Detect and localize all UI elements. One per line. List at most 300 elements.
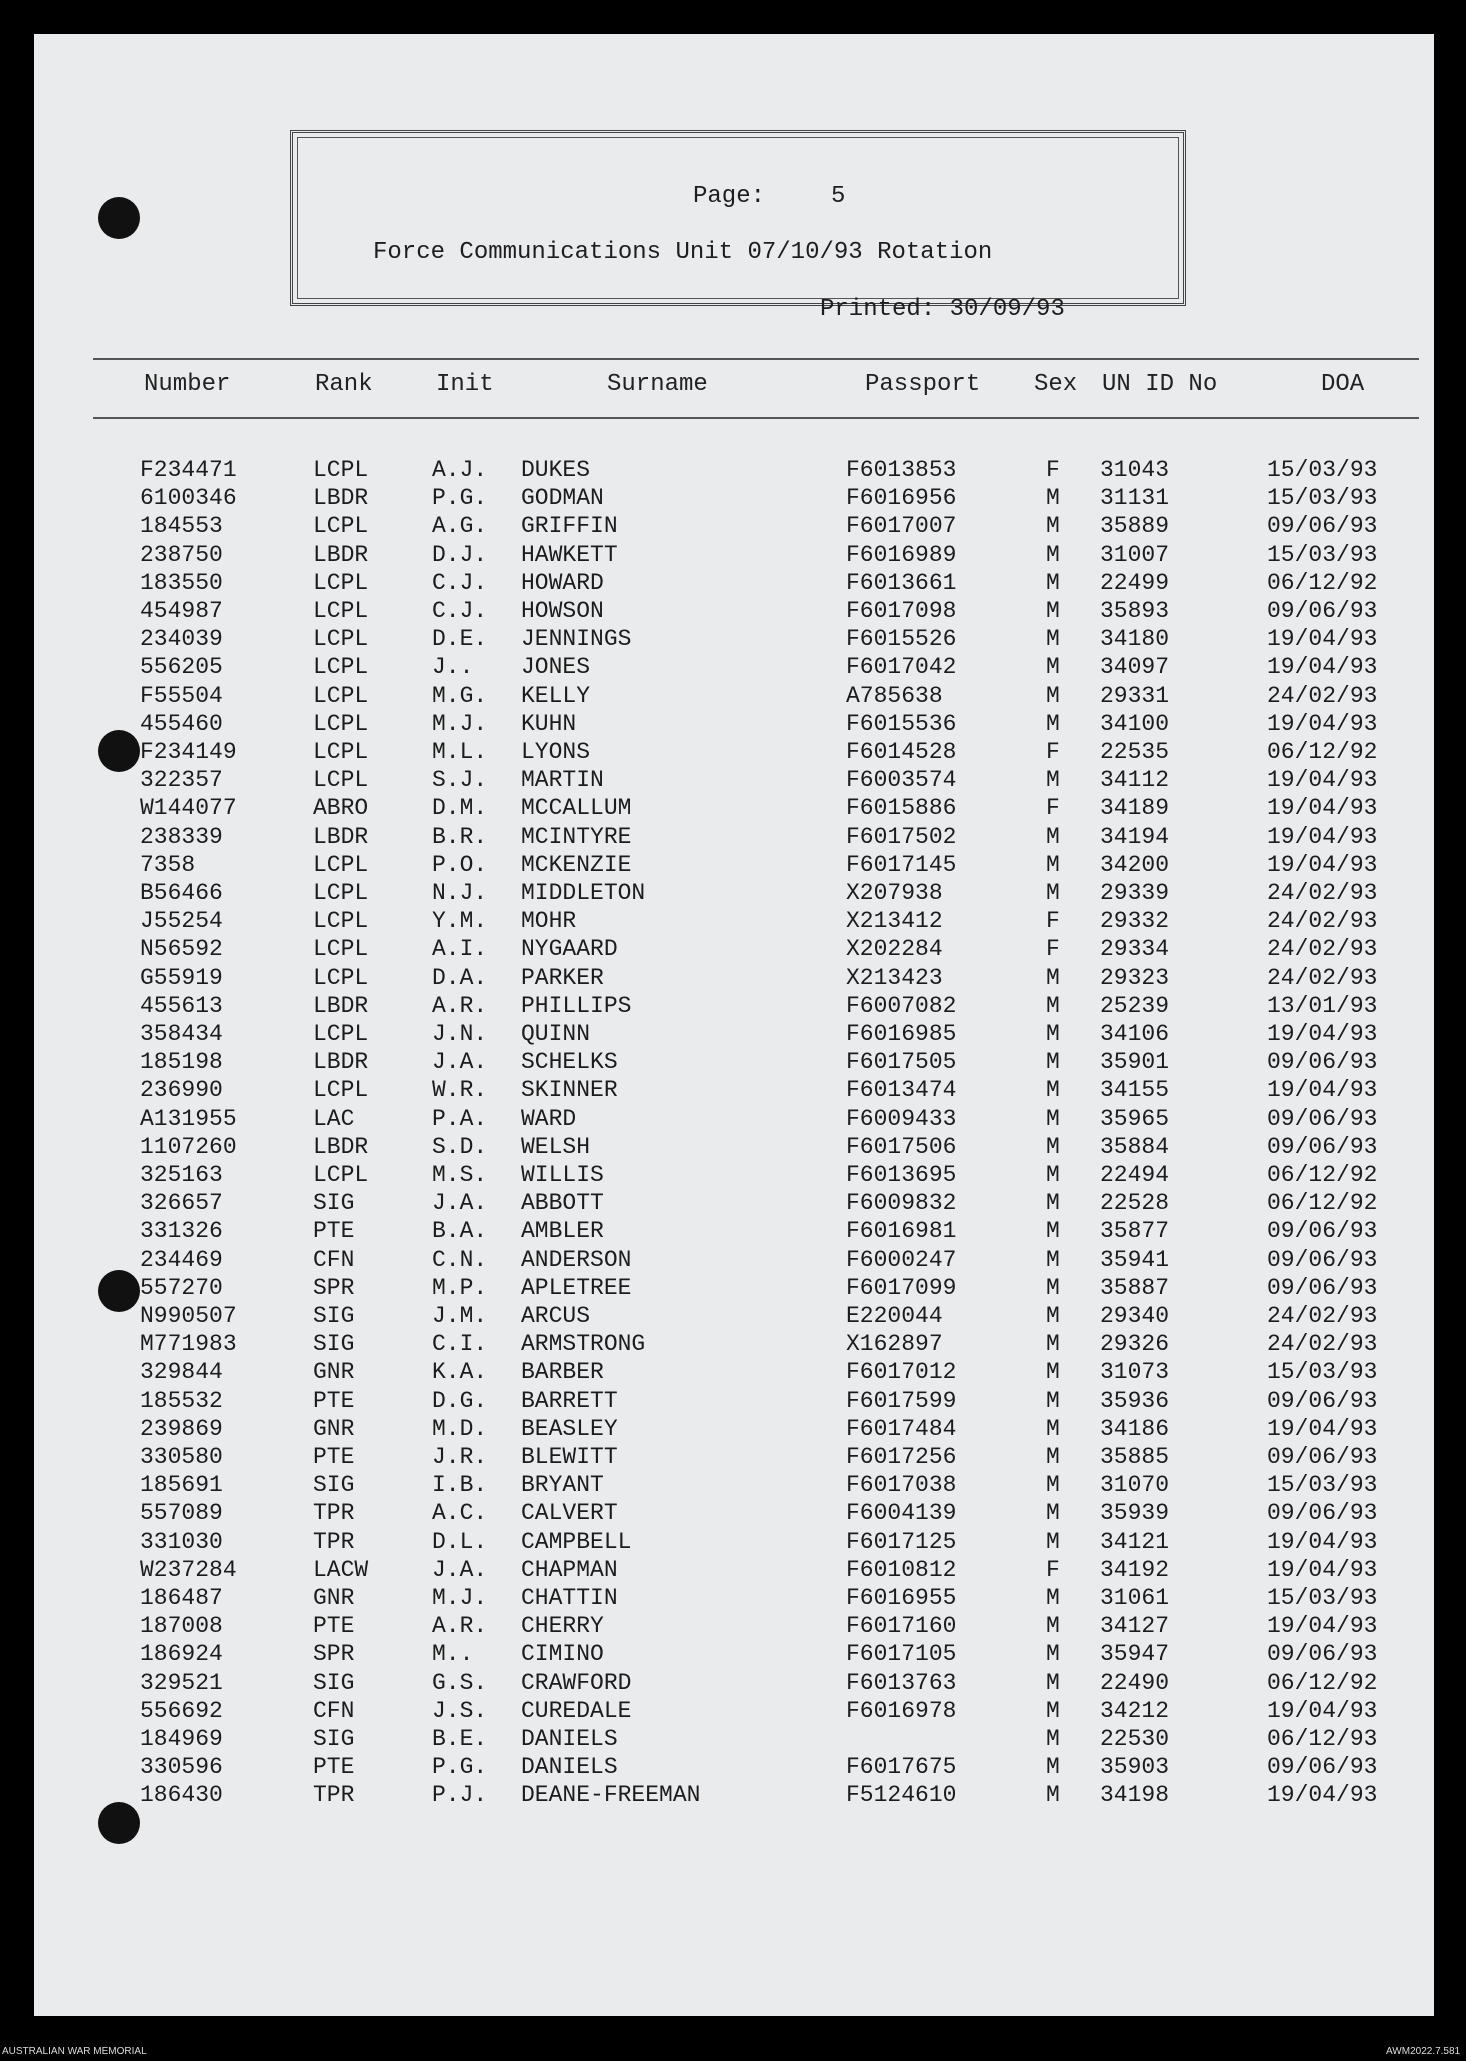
cell-sex: M [1046, 1528, 1060, 1555]
cell-number: F234149 [140, 739, 237, 765]
cell-sex: M [1046, 513, 1060, 540]
cell-number: F55504 [140, 682, 223, 709]
cell-doa: 19/04/93 [1267, 767, 1378, 794]
cell-passport: F6015526 [846, 626, 957, 653]
cell-un-id: 22499 [1100, 569, 1170, 596]
cell-passport: F6017099 [846, 1274, 957, 1301]
cell-surname: LYONS [521, 739, 591, 765]
cell-init: J.A. [432, 1190, 488, 1217]
cell-number: M771983 [140, 1331, 237, 1358]
cell-un-id: 35887 [1100, 1274, 1170, 1301]
cell-rank: LBDR [313, 1133, 369, 1160]
cell-rank: SIG [313, 1303, 355, 1329]
cell-sex: M [1046, 1754, 1060, 1781]
cell-init: M.S. [432, 1162, 488, 1188]
cell-rank: LCPL [313, 513, 369, 540]
cell-un-id: 31007 [1100, 541, 1170, 568]
cell-init: D.L. [432, 1528, 488, 1555]
cell-passport: X213423 [846, 964, 943, 991]
cell-doa: 09/06/93 [1267, 1387, 1378, 1414]
cell-surname: NYGAARD [521, 936, 618, 963]
cell-doa: 06/12/92 [1267, 739, 1378, 765]
cell-doa: 19/04/93 [1267, 626, 1378, 653]
table-row [34, 1670, 1434, 1698]
cell-un-id: 29334 [1100, 936, 1170, 963]
cell-number: 184553 [140, 513, 223, 540]
cell-rank: LCPL [313, 626, 369, 653]
cell-init: S.D. [432, 1133, 488, 1160]
table-row [34, 513, 1434, 541]
cell-surname: MCCALLUM [521, 795, 632, 822]
cell-surname: DUKES [521, 457, 591, 483]
table-row [34, 1500, 1434, 1528]
cell-passport: F6016981 [846, 1218, 957, 1245]
table-row [34, 542, 1434, 570]
cell-un-id: 22530 [1100, 1726, 1170, 1752]
cell-rank: LCPL [313, 908, 369, 935]
cell-number: 6100346 [140, 485, 237, 512]
cell-doa: 19/04/93 [1267, 1077, 1378, 1104]
column-header-rank: Rank [315, 371, 373, 398]
cell-sex: M [1046, 1162, 1060, 1188]
cell-surname: QUINN [521, 1021, 591, 1047]
table-row [34, 1641, 1434, 1669]
cell-passport: F6003574 [846, 767, 957, 794]
cell-un-id: 34180 [1100, 626, 1170, 653]
cell-rank: SIG [313, 1726, 355, 1752]
cell-un-id: 34200 [1100, 851, 1170, 878]
cell-un-id: 34121 [1100, 1528, 1170, 1555]
cell-number: 7358 [140, 851, 196, 878]
cell-passport: F6013474 [846, 1077, 957, 1104]
cell-passport: F6017012 [846, 1359, 957, 1386]
cell-passport: F6017098 [846, 598, 957, 624]
cell-passport: F6013763 [846, 1669, 957, 1696]
cell-sex: F [1046, 1556, 1060, 1583]
cell-passport: F6000247 [846, 1246, 957, 1273]
cell-doa: 15/03/93 [1267, 457, 1378, 483]
cell-un-id: 22490 [1100, 1669, 1170, 1696]
cell-surname: KELLY [521, 682, 591, 709]
table-row [34, 1134, 1434, 1162]
cell-un-id: 35947 [1100, 1641, 1170, 1668]
cell-sex: F [1046, 795, 1060, 822]
column-header-surname: Surname [607, 371, 708, 398]
cell-passport: F6013695 [846, 1162, 957, 1188]
column-header-number: Number [144, 371, 231, 398]
cell-un-id: 31073 [1100, 1359, 1170, 1386]
cell-surname: HOWSON [521, 598, 604, 624]
table-row [34, 936, 1434, 964]
cell-doa: 19/04/93 [1267, 1782, 1378, 1809]
table-row [34, 824, 1434, 852]
header-bottom-rule [93, 417, 1419, 419]
table-row [34, 570, 1434, 598]
cell-un-id: 34100 [1100, 710, 1170, 737]
cell-un-id: 34186 [1100, 1415, 1170, 1442]
cell-number: 238750 [140, 541, 223, 568]
cell-surname: MARTIN [521, 767, 604, 794]
cell-doa: 09/06/93 [1267, 1274, 1378, 1301]
cell-doa: 09/06/93 [1267, 598, 1378, 624]
cell-rank: SIG [313, 1472, 355, 1499]
cell-doa: 15/03/93 [1267, 1585, 1378, 1611]
cell-doa: 19/04/93 [1267, 1528, 1378, 1555]
table-row [34, 1557, 1434, 1585]
cell-doa: 09/06/93 [1267, 1641, 1378, 1668]
cell-init: M.G. [432, 682, 488, 709]
cell-un-id: 35903 [1100, 1754, 1170, 1781]
cell-number: 185532 [140, 1387, 223, 1414]
cell-doa: 09/06/93 [1267, 1049, 1378, 1076]
cell-doa: 24/02/93 [1267, 908, 1378, 935]
table-row [34, 1275, 1434, 1303]
cell-un-id: 35885 [1100, 1444, 1170, 1470]
cell-init: P.J. [432, 1782, 488, 1809]
cell-surname: ARMSTRONG [521, 1331, 646, 1358]
table-row [34, 1218, 1434, 1246]
cell-rank: SIG [313, 1669, 355, 1696]
table-row [34, 683, 1434, 711]
cell-number: 329844 [140, 1359, 223, 1386]
table-row [34, 1303, 1434, 1331]
cell-sex: F [1046, 739, 1060, 765]
cell-init: N.J. [432, 880, 488, 906]
cell-init: J.R. [432, 1444, 488, 1470]
cell-passport: F6004139 [846, 1500, 957, 1527]
cell-passport: F6017105 [846, 1641, 957, 1668]
cell-init: P.G. [432, 1754, 488, 1781]
cell-rank: LCPL [313, 457, 369, 483]
cell-surname: ARCUS [521, 1303, 591, 1329]
cell-passport: F6014528 [846, 739, 957, 765]
cell-init: J.M. [432, 1303, 488, 1329]
cell-surname: AMBLER [521, 1218, 604, 1245]
cell-number: 185691 [140, 1472, 223, 1499]
cell-passport: X162897 [846, 1331, 943, 1358]
cell-passport: F6017506 [846, 1133, 957, 1160]
cell-sex: M [1046, 1613, 1060, 1640]
cell-un-id: 31131 [1100, 485, 1170, 512]
cell-surname: CALVERT [521, 1500, 618, 1527]
cell-init: B.A. [432, 1218, 488, 1245]
cell-rank: SIG [313, 1190, 355, 1217]
cell-doa: 19/04/93 [1267, 1697, 1378, 1724]
cell-surname: BRYANT [521, 1472, 604, 1499]
table-row [34, 1021, 1434, 1049]
table-row [34, 485, 1434, 513]
cell-sex: M [1046, 626, 1060, 653]
punch-hole-top [98, 197, 140, 239]
page-number: 5 [831, 183, 846, 210]
cell-un-id: 25239 [1100, 992, 1170, 1019]
cell-rank: LCPL [313, 880, 369, 906]
cell-number: 455613 [140, 992, 223, 1019]
table-row [34, 457, 1434, 485]
cell-surname: GRIFFIN [521, 513, 618, 540]
cell-passport: F6017484 [846, 1415, 957, 1442]
cell-init: G.S. [432, 1669, 488, 1696]
cell-doa: 09/06/93 [1267, 1218, 1378, 1245]
cell-number: 238339 [140, 823, 223, 850]
cell-doa: 06/12/92 [1267, 569, 1378, 596]
cell-doa: 09/06/93 [1267, 1105, 1378, 1132]
cell-un-id: 29332 [1100, 908, 1170, 935]
cell-un-id: 34106 [1100, 1021, 1170, 1047]
cell-init: B.R. [432, 823, 488, 850]
cell-doa: 19/04/93 [1267, 1556, 1378, 1583]
cell-sex: M [1046, 1415, 1060, 1442]
cell-doa: 09/06/93 [1267, 513, 1378, 540]
cell-passport: F6017505 [846, 1049, 957, 1076]
cell-init: P.G. [432, 485, 488, 512]
cell-init: D.G. [432, 1387, 488, 1414]
cell-un-id: 31070 [1100, 1472, 1170, 1499]
cell-un-id: 34112 [1100, 767, 1170, 794]
cell-number: N990507 [140, 1303, 237, 1329]
cell-rank: SIG [313, 1331, 355, 1358]
cell-sex: M [1046, 1303, 1060, 1329]
cell-init: A.C. [432, 1500, 488, 1527]
cell-surname: GODMAN [521, 485, 604, 512]
cell-rank: LCPL [313, 767, 369, 794]
cell-rank: GNR [313, 1415, 355, 1442]
cell-rank: GNR [313, 1585, 355, 1611]
cell-un-id: 35965 [1100, 1105, 1170, 1132]
cell-un-id: 29331 [1100, 682, 1170, 709]
cell-un-id: 22528 [1100, 1190, 1170, 1217]
cell-rank: PTE [313, 1444, 355, 1470]
cell-rank: SPR [313, 1274, 355, 1301]
table-row [34, 1247, 1434, 1275]
cell-passport: F6013853 [846, 457, 957, 483]
cell-number: 186924 [140, 1641, 223, 1668]
cell-number: 331030 [140, 1528, 223, 1555]
cell-number: 236990 [140, 1077, 223, 1104]
cell-passport: F6015536 [846, 710, 957, 737]
footer-reference: AWM2022.7.581 [1386, 2046, 1461, 2057]
cell-number: 455460 [140, 710, 223, 737]
cell-passport: F6013661 [846, 569, 957, 596]
cell-un-id: 35889 [1100, 513, 1170, 540]
cell-doa: 09/06/93 [1267, 1133, 1378, 1160]
cell-passport: F6017125 [846, 1528, 957, 1555]
cell-init: A.J. [432, 457, 488, 483]
cell-sex: M [1046, 1669, 1060, 1696]
cell-number: 454987 [140, 598, 223, 624]
cell-passport: F6017502 [846, 823, 957, 850]
cell-surname: MOHR [521, 908, 577, 935]
cell-surname: APLETREE [521, 1274, 632, 1301]
cell-number: 186430 [140, 1782, 223, 1809]
column-header-init: Init [436, 371, 494, 398]
cell-doa: 19/04/93 [1267, 710, 1378, 737]
cell-number: 557089 [140, 1500, 223, 1527]
cell-doa: 24/02/93 [1267, 682, 1378, 709]
cell-rank: LCPL [313, 739, 369, 765]
cell-surname: WILLIS [521, 1162, 604, 1188]
cell-surname: SCHELKS [521, 1049, 618, 1076]
report-title: Force Communications Unit 07/10/93 Rotation [373, 239, 993, 266]
table-row [34, 908, 1434, 936]
cell-surname: KUHN [521, 710, 577, 737]
cell-init: C.J. [432, 598, 488, 624]
page-label: Page: [693, 183, 766, 210]
cell-sex: M [1046, 1331, 1060, 1358]
cell-doa: 09/06/93 [1267, 1444, 1378, 1470]
cell-sex: M [1046, 823, 1060, 850]
cell-doa: 06/12/92 [1267, 1669, 1378, 1696]
header-inner-border [297, 137, 1179, 299]
cell-sex: M [1046, 1274, 1060, 1301]
cell-passport: E220044 [846, 1303, 943, 1329]
cell-surname: DEANE-FREEMAN [521, 1782, 701, 1809]
table-row [34, 1190, 1434, 1218]
cell-sex: M [1046, 1049, 1060, 1076]
cell-init: J.S. [432, 1697, 488, 1724]
table-row [34, 852, 1434, 880]
cell-init: A.I. [432, 936, 488, 963]
cell-surname: JONES [521, 654, 591, 681]
cell-passport: F6007082 [846, 992, 957, 1019]
cell-number: 239869 [140, 1415, 223, 1442]
cell-doa: 06/12/92 [1267, 1190, 1378, 1217]
cell-rank: LBDR [313, 992, 369, 1019]
cell-surname: CHATTIN [521, 1585, 618, 1611]
cell-rank: CFN [313, 1697, 355, 1724]
cell-sex: M [1046, 1641, 1060, 1668]
cell-sex: M [1046, 1782, 1060, 1809]
cell-un-id: 34192 [1100, 1556, 1170, 1583]
cell-doa: 09/06/93 [1267, 1500, 1378, 1527]
cell-un-id: 34097 [1100, 654, 1170, 681]
cell-passport: F6017038 [846, 1472, 957, 1499]
cell-number: 331326 [140, 1218, 223, 1245]
cell-passport: A785638 [846, 682, 943, 709]
cell-number: 187008 [140, 1613, 223, 1640]
cell-init: A.R. [432, 992, 488, 1019]
table-row [34, 1726, 1434, 1754]
cell-passport: F6017599 [846, 1387, 957, 1414]
table-row [34, 654, 1434, 682]
cell-sex: M [1046, 1105, 1060, 1132]
cell-un-id: 35901 [1100, 1049, 1170, 1076]
cell-number: B56466 [140, 880, 223, 906]
cell-rank: LCPL [313, 1162, 369, 1188]
cell-number: 556692 [140, 1697, 223, 1724]
cell-init: I.B. [432, 1472, 488, 1499]
cell-sex: M [1046, 964, 1060, 991]
cell-surname: CRAWFORD [521, 1669, 632, 1696]
cell-sex: M [1046, 682, 1060, 709]
cell-surname: PHILLIPS [521, 992, 632, 1019]
cell-init: D.E. [432, 626, 488, 653]
cell-un-id: 34189 [1100, 795, 1170, 822]
cell-sex: M [1046, 992, 1060, 1019]
cell-number: 556205 [140, 654, 223, 681]
cell-doa: 24/02/93 [1267, 1303, 1378, 1329]
cell-surname: ABBOTT [521, 1190, 604, 1217]
cell-surname: MIDDLETON [521, 880, 646, 906]
cell-rank: LCPL [313, 598, 369, 624]
table-row [34, 1472, 1434, 1500]
cell-sex: M [1046, 1190, 1060, 1217]
table-row [34, 767, 1434, 795]
cell-rank: TPR [313, 1500, 355, 1527]
cell-rank: LAC [313, 1105, 355, 1132]
cell-un-id: 31061 [1100, 1585, 1170, 1611]
cell-init: M.. [432, 1641, 474, 1668]
cell-passport: F6016989 [846, 541, 957, 568]
cell-passport: X207938 [846, 880, 943, 906]
cell-sex: M [1046, 1133, 1060, 1160]
cell-doa: 19/04/93 [1267, 1613, 1378, 1640]
cell-init: P.A. [432, 1105, 488, 1132]
cell-doa: 19/04/93 [1267, 795, 1378, 822]
cell-sex: M [1046, 767, 1060, 794]
cell-rank: LBDR [313, 541, 369, 568]
cell-sex: M [1046, 1359, 1060, 1386]
cell-un-id: 35941 [1100, 1246, 1170, 1273]
printed-date: Printed: 30/09/93 [820, 296, 1065, 323]
cell-sex: F [1046, 908, 1060, 935]
cell-surname: BLEWITT [521, 1444, 618, 1470]
cell-rank: PTE [313, 1218, 355, 1245]
cell-un-id: 34194 [1100, 823, 1170, 850]
cell-doa: 15/03/93 [1267, 1472, 1378, 1499]
cell-surname: ANDERSON [521, 1246, 632, 1273]
cell-number: 326657 [140, 1190, 223, 1217]
cell-rank: LBDR [313, 485, 369, 512]
cell-rank: LCPL [313, 654, 369, 681]
cell-number: J55254 [140, 908, 223, 935]
cell-number: F234471 [140, 457, 237, 483]
cell-number: 186487 [140, 1585, 223, 1611]
cell-number: 325163 [140, 1162, 223, 1188]
table-row [34, 1416, 1434, 1444]
cell-doa: 24/02/93 [1267, 1331, 1378, 1358]
cell-number: 1107260 [140, 1133, 237, 1160]
cell-rank: LCPL [313, 936, 369, 963]
table-row [34, 1388, 1434, 1416]
cell-passport: F6016978 [846, 1697, 957, 1724]
cell-number: 234039 [140, 626, 223, 653]
cell-number: 557270 [140, 1274, 223, 1301]
cell-init: Y.M. [432, 908, 488, 935]
cell-number: 358434 [140, 1021, 223, 1047]
cell-surname: HOWARD [521, 569, 604, 596]
cell-sex: M [1046, 1021, 1060, 1047]
cell-rank: PTE [313, 1754, 355, 1781]
cell-passport: X202284 [846, 936, 943, 963]
cell-init: J.A. [432, 1556, 488, 1583]
cell-sex: F [1046, 936, 1060, 963]
cell-surname: CAMPBELL [521, 1528, 632, 1555]
cell-doa: 13/01/93 [1267, 992, 1378, 1019]
cell-rank: TPR [313, 1782, 355, 1809]
cell-rank: LCPL [313, 1077, 369, 1104]
cell-rank: LCPL [313, 1021, 369, 1047]
cell-init: S.J. [432, 767, 488, 794]
cell-number: 183550 [140, 569, 223, 596]
cell-rank: LBDR [313, 823, 369, 850]
cell-passport: F6017145 [846, 851, 957, 878]
table-row [34, 1444, 1434, 1472]
cell-un-id: 35936 [1100, 1387, 1170, 1414]
cell-rank: LCPL [313, 964, 369, 991]
table-row [34, 1754, 1434, 1782]
table-row [34, 1049, 1434, 1077]
